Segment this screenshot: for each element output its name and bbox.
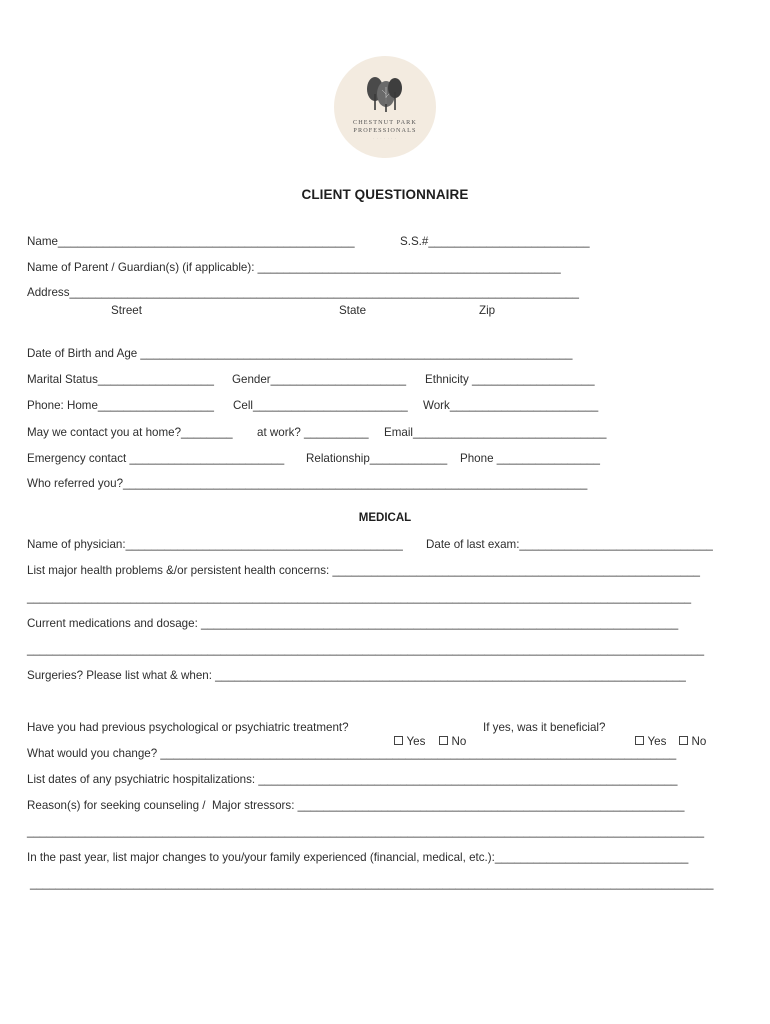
referred-by-field[interactable]: Who referred you?________________________________________________________________________ xyxy=(27,477,588,490)
trees-icon xyxy=(334,56,436,158)
prev-treatment-yes[interactable] xyxy=(388,721,425,749)
yes-label: Yes xyxy=(406,735,426,748)
reasons-field[interactable]: Reason(s) for seeking counseling / Major stressors: ____________________________________________________________ xyxy=(27,799,685,812)
yes-label: Yes xyxy=(647,735,667,748)
checkbox-icon[interactable] xyxy=(394,736,403,745)
chestnut-park-logo xyxy=(334,56,436,158)
contact-work-field[interactable]: at work? __________ xyxy=(257,426,369,439)
surgeries-field[interactable]: Surgeries? Please list what & when: _________________________________________________________________________ xyxy=(27,669,686,682)
physician-field[interactable]: Name of physician:___________________________________________ xyxy=(27,538,403,551)
reasons-continued[interactable]: _________________________________________________________________________________________________________ xyxy=(27,825,705,838)
marital-status-field[interactable]: Marital Status__________________ xyxy=(27,373,214,386)
major-changes-continued[interactable]: __________________________________________________________________________________________________________ xyxy=(30,877,714,890)
work-phone-field[interactable]: Work_______________________ xyxy=(423,399,599,412)
state-label: State xyxy=(339,304,367,317)
medications-field[interactable]: Current medications and dosage: __________________________________________________________________________ xyxy=(27,617,679,630)
emergency-phone-field[interactable]: Phone ________________ xyxy=(460,452,600,465)
cell-phone-field[interactable]: Cell________________________ xyxy=(233,399,408,412)
hospitalizations-field[interactable]: List dates of any psychiatric hospitalizations: _________________________________________________________________ xyxy=(27,773,678,786)
ethnicity-field[interactable]: Ethnicity ___________________ xyxy=(425,373,595,386)
checkbox-icon[interactable] xyxy=(439,736,448,745)
logo-text-line3: · · · · · · · xyxy=(373,137,397,141)
checkbox-icon[interactable] xyxy=(679,736,688,745)
checkbox-icon[interactable] xyxy=(635,736,644,745)
contact-home-field[interactable]: May we contact you at home?________ xyxy=(27,426,233,439)
medications-continued[interactable]: _________________________________________________________________________________________________________ xyxy=(27,643,705,656)
emergency-contact-field[interactable]: Emergency contact ________________________ xyxy=(27,452,285,465)
home-phone-field[interactable]: Phone: Home__________________ xyxy=(27,399,214,412)
prev-treatment-no[interactable] xyxy=(433,721,466,749)
name-field[interactable]: Name______________________________________________ xyxy=(27,235,355,248)
health-problems-field[interactable]: List major health problems &/or persistent health concerns: _________________________________________________________ xyxy=(27,564,700,577)
what-would-change-field[interactable]: What would you change? ________________________________________________________________________________ xyxy=(27,747,677,760)
zip-label: Zip xyxy=(479,304,496,317)
previous-treatment-question: Have you had previous psychological or psychiatric treatment? xyxy=(27,721,349,734)
page-title: CLIENT QUESTIONNAIRE xyxy=(301,187,469,202)
parent-guardian-field[interactable]: Name of Parent / Guardian(s) (if applicable): _______________________________________________ xyxy=(27,261,561,274)
beneficial-yes[interactable] xyxy=(629,721,666,749)
dob-age-field[interactable]: Date of Birth and Age ___________________________________________________________________ xyxy=(27,347,573,360)
street-label: Street xyxy=(111,304,142,317)
medical-section-heading: MEDICAL xyxy=(358,512,412,524)
major-changes-field[interactable]: In the past year, list major changes to you/your family experienced (financial, medical, etc.):______________________________ xyxy=(27,851,689,864)
beneficial-no[interactable] xyxy=(673,721,706,749)
email-field[interactable]: Email______________________________ xyxy=(384,426,607,439)
beneficial-question: If yes, was it beneficial? xyxy=(483,721,606,734)
health-problems-continued[interactable]: _______________________________________________________________________________________________________ xyxy=(27,591,692,604)
last-exam-field[interactable]: Date of last exam:______________________________ xyxy=(426,538,713,551)
no-label: No xyxy=(691,735,707,748)
relationship-field[interactable]: Relationship____________ xyxy=(306,452,448,465)
logo-text-line2: PROFESSIONALS xyxy=(353,127,417,134)
no-label: No xyxy=(451,735,467,748)
ss-field[interactable]: S.S.#_________________________ xyxy=(400,235,590,248)
gender-field[interactable]: Gender_____________________ xyxy=(232,373,407,386)
logo-text-line1: CHESTNUT PARK xyxy=(353,119,417,126)
address-field[interactable]: Address_______________________________________________________________________________ xyxy=(27,286,579,299)
